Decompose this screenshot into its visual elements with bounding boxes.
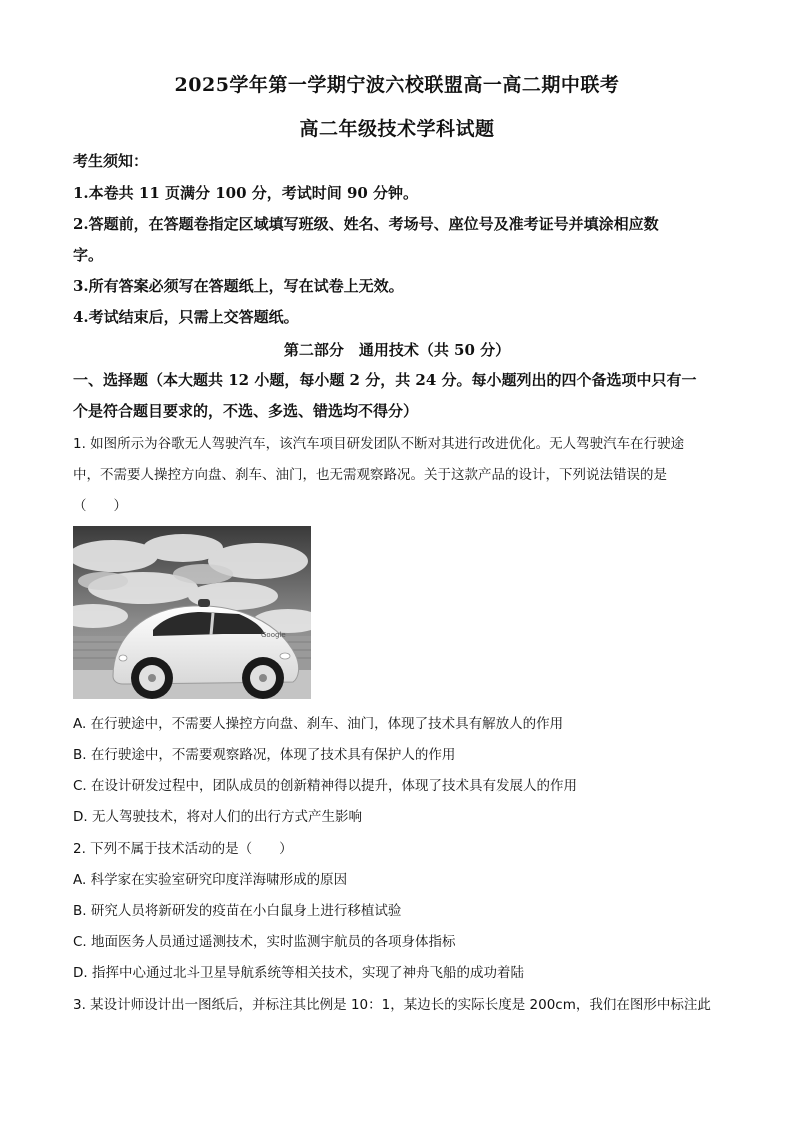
question-2-stem: 2. 下列不属于技术活动的是（ ） [73, 841, 293, 857]
question-1-option-d: D. 无人驾驶技术，将对人们的出行方式产生影响 [73, 809, 362, 825]
exam-title: 2025学年第一学期宁波六校联盟高一高二期中联考 [174, 74, 620, 96]
section-heading: 一、选择题（本大题共 12 小题，每小题 2 分，共 24 分。每小题列出的四个备选项中只有一 [73, 371, 697, 389]
notice-item: 字。 [73, 246, 104, 264]
question-1-stem: 1. 如图所示为谷歌无人驾驶汽车，该汽车项目研发团队不断对其进行改进优化。无人驾驶汽车在行驶途 [73, 436, 685, 452]
section-heading: 个是符合题目要求的，不选、多选、错选均不得分） [73, 402, 419, 420]
question-2-option-b: B. 研究人员将新研发的疫苗在小白鼠身上进行移植试验 [73, 903, 402, 919]
notice-item: 2.答题前，在答题卷指定区域填写班级、姓名、考场号、座位号及准考证号并填涂相应数 [73, 215, 659, 233]
google-logo: Google [261, 631, 286, 639]
question-1-stem: （ ） [73, 498, 127, 514]
notice-item: 3.所有答案必须写在答题纸上，写在试卷上无效。 [73, 277, 404, 295]
question-1-option-b: B. 在行驶途中，不需要观察路况，体现了技术具有保护人的作用 [73, 747, 456, 763]
notice-heading: 考生须知： [73, 152, 149, 170]
google-car-photo [73, 526, 311, 699]
question-1-option-a: A. 在行驶途中，不需要人操控方向盘、刹车、油门，体现了技术具有解放人的作用 [73, 716, 564, 732]
question-1-option-c: C. 在设计研发过程中，团队成员的创新精神得以提升，体现了技术具有发展人的作用 [73, 778, 578, 794]
notice-item: 4.考试结束后，只需上交答题纸。 [73, 308, 299, 326]
question-2-option-a: A. 科学家在实验室研究印度洋海啸形成的原因 [73, 872, 348, 888]
question-2-option-d: D. 指挥中心通过北斗卫星导航系统等相关技术，实现了神舟飞船的成功着陆 [73, 965, 524, 981]
notice-item: 1.本卷共 11 页满分 100 分，考试时间 90 分钟。 [73, 184, 419, 202]
question-3-stem: 3. 某设计师设计出一图纸后，并标注其比例是 10：1，某边长的实际长度是 200cm，我们在图形中标注此 [73, 997, 711, 1013]
part-title: 第二部分 通用技术（共 50 分） [283, 341, 511, 359]
question-1-stem: 中，不需要人操控方向盘、刹车、油门，也无需观察路况。关于这款产品的设计，下列说法错误的是 [73, 467, 667, 483]
question-2-option-c: C. 地面医务人员通过遥测技术，实时监测宇航员的各项身体指标 [73, 934, 456, 950]
exam-subtitle: 高二年级技术学科试题 [299, 118, 495, 140]
